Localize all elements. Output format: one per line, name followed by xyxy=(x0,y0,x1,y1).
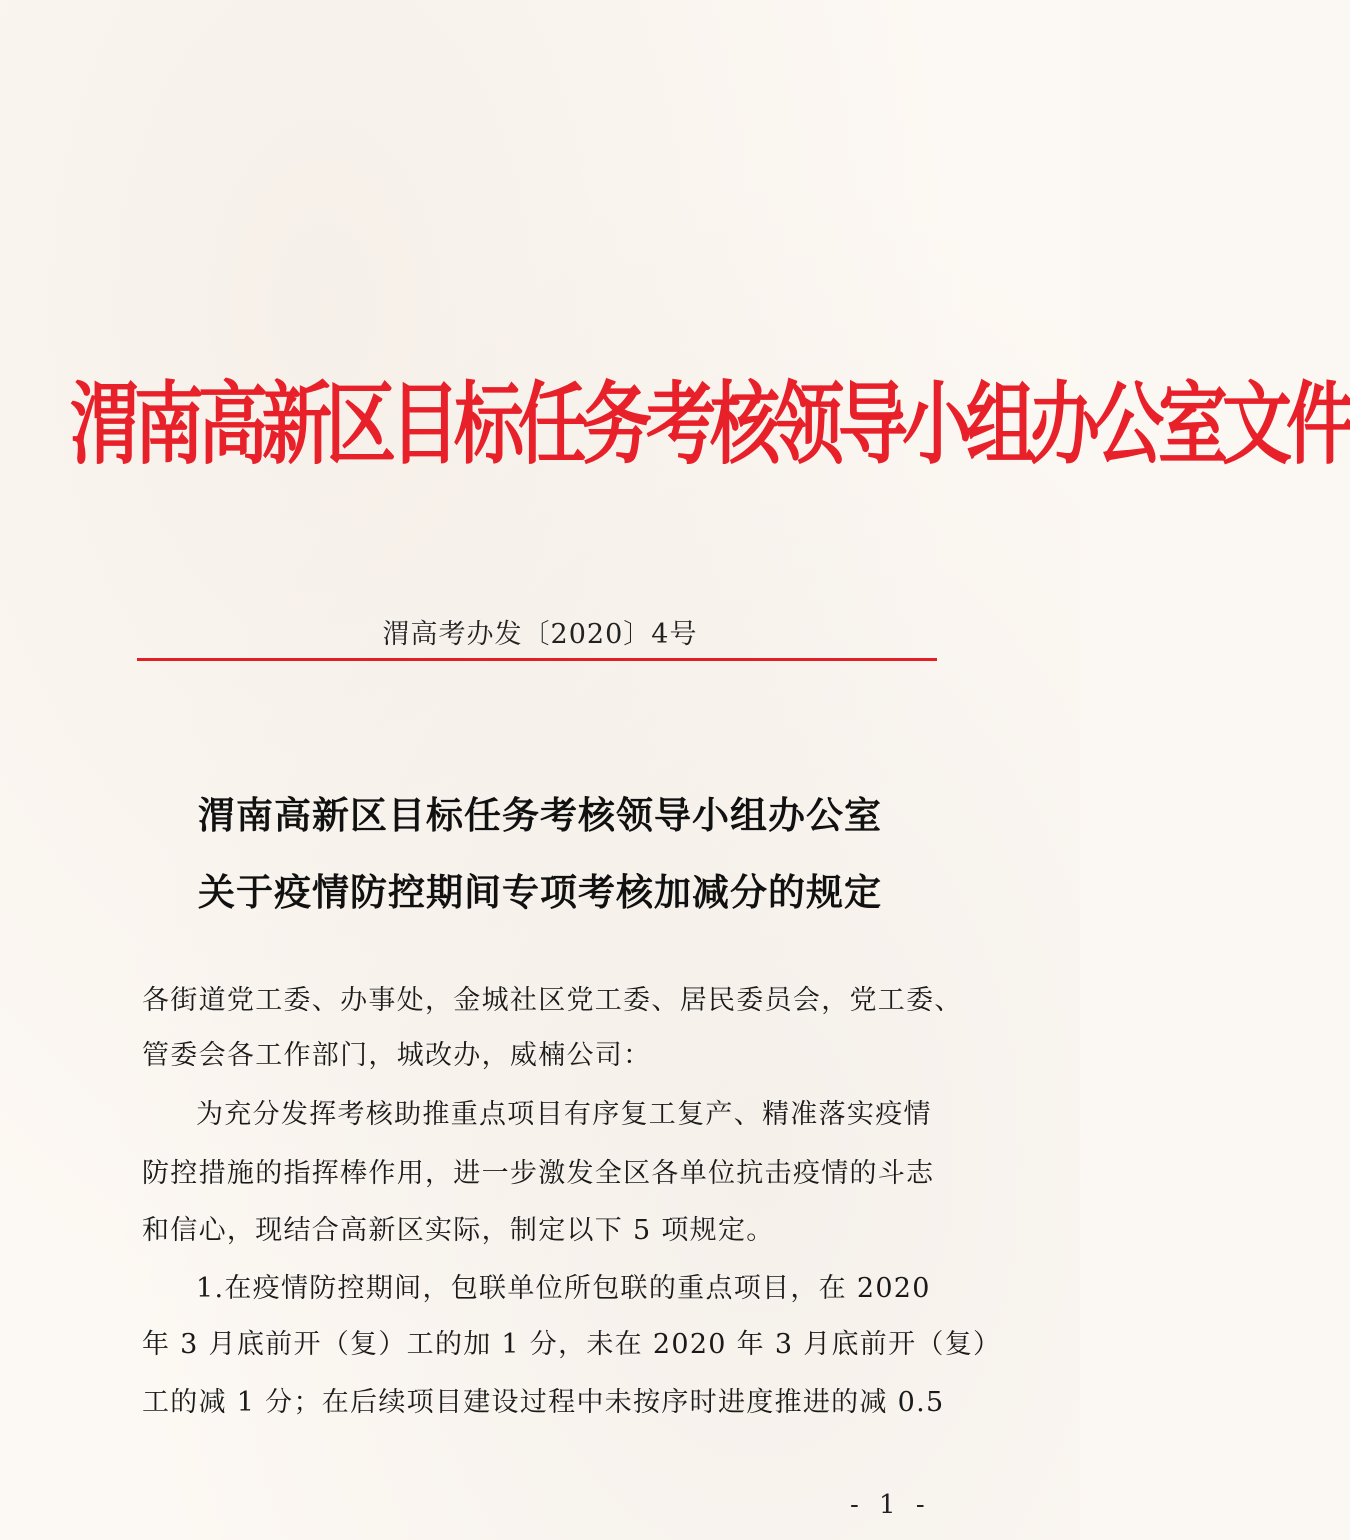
page-number: - 1 - xyxy=(850,1490,931,1520)
document-number: 渭高考办发〔2020〕4号 xyxy=(382,619,698,650)
paragraph-2-line-3: 工的减 1 分；在后续项目建设过程中未按序时进度推进的减 0.5 xyxy=(142,1387,945,1418)
document-header-title: 渭南高新区目标任务考核领导小组办公室文件 xyxy=(70,372,1350,478)
paragraph-2-line-1: 1.在疫情防控期间，包联单位所包联的重点项目，在 2020 xyxy=(196,1273,931,1304)
addressee-line-1: 各街道党工委、办事处，金城社区党工委、居民委员会，党工委、 xyxy=(142,985,963,1016)
subject-line-1: 渭南高新区目标任务考核领导小组办公室 xyxy=(198,793,882,837)
paragraph-1-line-3: 和信心，现结合高新区实际，制定以下 5 项规定。 xyxy=(142,1215,775,1246)
paragraph-1-line-1: 为充分发挥考核助推重点项目有序复工复产、精准落实疫情 xyxy=(196,1099,932,1130)
paragraph-1-line-2: 防控措施的指挥棒作用，进一步激发全区各单位抗击疫情的斗志 xyxy=(142,1158,935,1189)
addressee-line-2: 管委会各工作部门，城改办，威楠公司： xyxy=(142,1040,652,1071)
red-separator-line xyxy=(137,658,937,661)
paragraph-2-line-2: 年 3 月底前开（复）工的加 1 分，未在 2020 年 3 月底前开（复） xyxy=(142,1329,1002,1360)
subject-line-2: 关于疫情防控期间专项考核加减分的规定 xyxy=(198,870,882,914)
